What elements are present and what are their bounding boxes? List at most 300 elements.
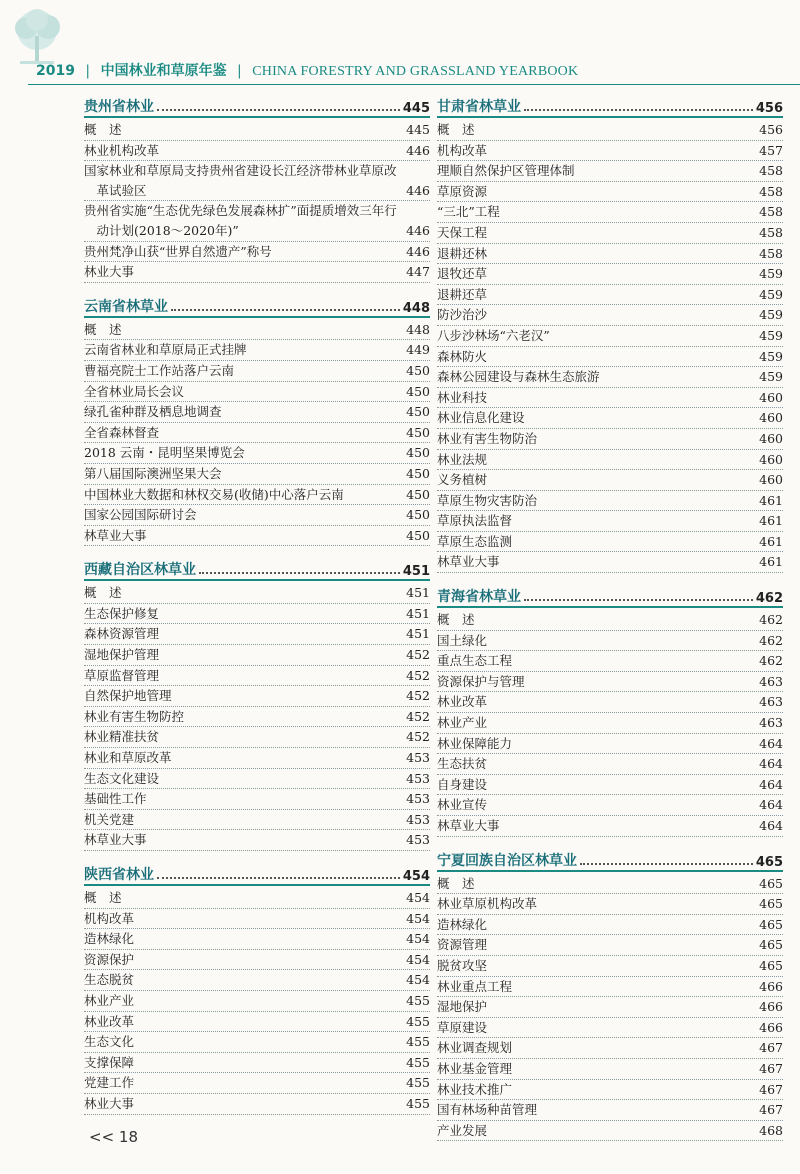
entry-title: 森林防火 [437,348,488,364]
toc-entry[interactable] [84,382,430,403]
entry-page-number: 459 [759,348,783,364]
entry-title: 林业有害生物防控 [84,708,185,724]
entry-page-number: 455 [406,992,430,1008]
toc-entry[interactable] [84,830,430,851]
entry-page-number: 463 [759,694,783,710]
header-rule [28,84,800,85]
entry-title: 林业法规 [437,451,488,467]
toc-entry[interactable] [84,686,430,707]
toc-entry[interactable] [437,1100,783,1121]
toc-entry[interactable] [84,423,430,444]
entry-title: 概 述 [84,890,122,905]
entry-page-number: 465 [759,896,783,912]
toc-entry[interactable] [437,120,783,141]
toc-section [84,294,430,547]
entry-page-number: 466 [759,1019,783,1035]
entry-title: 生态保护修复 [84,605,160,621]
toc-entry[interactable] [437,610,783,631]
entry-page-number: 447 [406,264,430,280]
entry-page-number: 459 [759,286,783,302]
entry-page-number: 452 [406,647,430,663]
toc-entry[interactable] [437,141,783,162]
entry-page-number: 467 [759,1060,783,1076]
entry-page-number: 467 [759,1102,783,1118]
entry-title: 党建工作 [84,1075,135,1091]
entry-title: 生态文化建设 [84,770,160,786]
entry-page-number: 465 [759,937,783,953]
toc-entry[interactable] [84,1053,430,1074]
toc-entry[interactable] [84,340,430,361]
toc-entry[interactable] [437,305,783,326]
entry-page-number: 455 [406,1075,430,1091]
toc-entry[interactable] [437,470,783,491]
section-page-number: 448 [402,300,430,316]
toc-entry[interactable] [437,997,783,1018]
entry-page-number: 452 [406,688,430,704]
toc-entry[interactable] [437,202,783,223]
header-separator: | [237,63,242,79]
entry-title: 林业重点工程 [437,978,513,994]
section-heading[interactable] [437,848,783,872]
toc-entry[interactable] [437,347,783,368]
section-page-number: 445 [402,101,430,116]
toc-entry[interactable] [84,769,430,790]
entry-page-number: 449 [406,342,430,358]
entry-title: 国土绿化 [437,632,488,648]
entry-page-number: 460 [759,430,783,446]
entry-page-number: 461 [759,554,783,570]
entry-title: 国有林场种苗管理 [437,1102,538,1118]
toc-entry[interactable] [437,651,783,672]
section-heading[interactable] [84,294,430,318]
entry-page-number: 458 [759,224,783,240]
entry-page-number: 453 [406,832,430,848]
toc-entry[interactable] [437,894,783,915]
entry-title: 林业产业 [437,715,488,731]
entry-title: 草原监督管理 [84,667,160,683]
entry-title: 林业和草原改革 [84,750,172,766]
toc-entry[interactable] [84,361,430,382]
entry-page-number: 451 [406,605,430,621]
entry-page-number: 464 [759,756,783,772]
entry-title: 湿地保护 [437,999,488,1015]
entry-title: 森林资源管理 [84,626,160,642]
toc-entry[interactable] [84,1073,430,1094]
entry-title: 基础性工作 [84,791,147,807]
entry-title: 国家林业和草原局支持贵州省建设长江经济带林业草原改革试验区 [84,163,397,198]
toc-entry[interactable] [437,1059,783,1080]
entry-title: 林业有害生物防治 [437,430,538,446]
entry-title: 草原生态监测 [437,533,513,549]
toc-entry[interactable] [84,810,430,831]
entry-page-number: 461 [759,533,783,549]
entry-title: 八步沙林场“六老汉” [437,327,550,343]
entry-page-number: 464 [759,818,783,833]
toc-entry[interactable] [437,734,783,755]
section-page-number: 465 [755,854,783,870]
toc-section [84,557,430,851]
entry-title: 造林绿化 [84,931,135,947]
toc-entry[interactable] [84,970,430,991]
entry-page-number: 455 [406,1095,430,1111]
entry-title: 林草业大事 [84,832,147,848]
toc-entry[interactable] [84,526,430,547]
toc-entry[interactable] [437,795,783,816]
entry-page-number: 465 [759,916,783,932]
entry-page-number: 464 [759,735,783,751]
entry-title: 云南省林业和草原局正式挂牌 [84,342,247,358]
toc-entry[interactable] [437,754,783,775]
entry-page-number: 462 [759,653,783,669]
toc-entry[interactable] [84,242,430,263]
entry-page-number: 452 [406,729,430,745]
entry-title: 林业保障能力 [437,735,513,751]
entry-page-number: 454 [406,972,430,988]
entry-title: 林草业大事 [84,527,147,543]
toc-entry[interactable] [84,583,430,604]
entry-page-number: 461 [759,492,783,508]
entry-page-number: 452 [406,667,430,683]
toc-entry[interactable] [437,816,783,837]
entry-page-number: 457 [759,142,783,158]
toc-entry[interactable] [437,1038,783,1059]
entry-title: 脱贫攻坚 [437,957,488,973]
toc-entry[interactable] [437,977,783,998]
entry-title: 机关党建 [84,811,135,827]
entry-title: 中国林业大数据和林权交易(收储)中心落户云南 [84,486,344,502]
entry-title: 资源保护 [84,951,135,967]
section-page-number: 456 [755,101,783,116]
toc-entry[interactable] [84,727,430,748]
toc-entry[interactable] [437,388,783,409]
entry-title: 绿孔雀种群及栖息地调查 [84,404,222,420]
toc-entry[interactable] [84,645,430,666]
entry-title: 林业科技 [437,389,488,405]
toc-entry[interactable] [84,1012,430,1033]
toc-entry[interactable] [84,624,430,645]
section-heading[interactable] [437,94,783,118]
toc-left-column [84,94,430,1126]
entry-page-number: 454 [406,910,430,926]
header-year: 2019 [36,63,75,79]
entry-title: 全省森林督查 [84,424,160,440]
section-title: 贵州省林业 [84,99,154,115]
toc-entry[interactable] [84,120,430,141]
entry-page-number: 463 [759,673,783,689]
entry-page-number: 458 [759,183,783,199]
entry-page-number: 446 [406,142,430,158]
entry-page-number: 460 [759,451,783,467]
toc-entry[interactable] [437,491,783,512]
entry-title: 退牧还草 [437,266,488,282]
entry-title: 曹福亮院士工作站落户云南 [84,362,235,378]
entry-page-number: 458 [759,163,783,179]
toc-entry[interactable] [84,485,430,506]
toc-entry[interactable] [437,511,783,532]
entry-title: 林业机构改革 [84,142,160,158]
entry-title: 概 述 [84,585,122,601]
entry-title: 防沙治沙 [437,307,488,323]
section-page-number: 462 [755,591,783,607]
entry-page-number: 455 [406,1054,430,1070]
entry-title: 资源管理 [437,937,488,953]
entry-page-number: 462 [759,632,783,648]
section-title: 陕西省林业 [84,867,154,883]
entry-title: 概 述 [437,612,475,628]
toc-entry[interactable] [84,161,430,201]
entry-title: 贵州梵净山获“世界自然遗产”称号 [84,243,272,259]
entry-title: 林业草原机构改革 [437,896,538,912]
entry-title: 支撑保障 [84,1054,135,1070]
toc-entry[interactable] [437,264,783,285]
toc-entry[interactable] [84,443,430,464]
entry-title: 林业技术推广 [437,1081,513,1097]
toc-entry[interactable] [437,161,783,182]
page-header [0,0,800,92]
entry-page-number: 450 [406,404,430,420]
section-title: 甘肃省林草业 [437,99,521,115]
entry-page-number: 467 [759,1081,783,1097]
entry-title: 草原资源 [437,183,488,199]
header-title-cn: 中国林业和草原年鉴 [100,63,227,79]
entry-title: 全省林业局长会议 [84,383,185,399]
entry-page-number: 450 [406,383,430,399]
section-heading[interactable] [84,862,430,886]
entry-page-number: 450 [406,486,430,502]
toc-entry[interactable] [437,429,783,450]
toc-section [437,848,783,1142]
entry-title: 重点生态工程 [437,653,513,669]
toc-entry[interactable] [84,201,430,241]
section-page-number: 451 [402,564,430,580]
toc-right-column [437,94,783,1152]
tree-logo-icon [6,6,68,68]
toc-entry[interactable] [437,1121,783,1142]
entry-title: 天保工程 [437,224,488,240]
section-title: 西藏自治区林草业 [84,562,196,579]
toc-entry[interactable] [437,285,783,306]
entry-page-number: 445 [406,122,430,137]
entry-page-number: 461 [759,513,783,529]
page-number: << 18 [89,1128,138,1146]
entry-page-number: 463 [759,715,783,731]
entry-title: 国家公园国际研讨会 [84,507,197,523]
entry-title: 生态文化 [84,1034,135,1050]
entry-title: 林业基金管理 [437,1060,513,1076]
toc-entry[interactable] [437,874,783,895]
toc-entry[interactable] [84,464,430,485]
entry-page-number: 464 [759,776,783,792]
section-title: 云南省林草业 [84,298,168,315]
entry-title: 自然保护地管理 [84,688,172,704]
entry-page-number: 454 [406,951,430,967]
toc-entry[interactable] [84,1094,430,1115]
entry-page-number: 455 [406,1034,430,1050]
toc-entry[interactable] [84,402,430,423]
toc-entry[interactable] [437,223,783,244]
entry-title: 林草业大事 [437,818,500,833]
toc-entry[interactable] [84,991,430,1012]
entry-title: 森林公园建设与森林生态旅游 [437,369,600,385]
entry-title: 林业精准扶贫 [84,729,160,745]
entry-page-number: 458 [759,245,783,261]
entry-page-number: 455 [406,1013,430,1029]
entry-title: 自身建设 [437,776,488,792]
toc-entry[interactable] [437,935,783,956]
entry-page-number: 458 [759,204,783,220]
leader-dots [157,109,400,111]
toc-entry[interactable] [437,915,783,936]
entry-page-number: 446 [406,243,430,259]
leader-dots [171,309,400,311]
entry-title: 林业改革 [437,694,488,710]
entry-page-number: 451 [406,626,430,642]
entry-page-number: 462 [759,612,783,628]
toc-entry[interactable] [437,672,783,693]
entry-page-number: 460 [759,410,783,426]
toc-entry[interactable] [84,888,430,909]
entry-title: 概 述 [437,875,475,891]
entry-page-number: 450 [406,424,430,440]
entry-title: 林业宣传 [437,797,488,813]
toc-entry[interactable] [437,450,783,471]
entry-page-number: 465 [759,957,783,973]
toc-entry[interactable] [84,707,430,728]
leader-dots [580,863,753,865]
entry-title: 贵州省实施“生态优先绿色发展森林扩”面提质增效三年行动计划(2018～2020年)” [84,203,397,238]
running-header [36,60,578,80]
header-title-en: CHINA FORESTRY AND GRASSLAND YEARBOOK [252,64,579,79]
entry-page-number: 464 [759,797,783,813]
toc-entry[interactable] [84,320,430,341]
entry-page-number: 451 [406,585,430,601]
entry-title: 林业大事 [84,1095,135,1111]
entry-title: 湿地保护管理 [84,647,160,663]
toc-entry[interactable] [437,1018,783,1039]
entry-page-number: 450 [406,507,430,523]
toc-entry[interactable] [84,505,430,526]
entry-title: 草原生物灾害防治 [437,492,538,508]
entry-title: 林业产业 [84,992,135,1008]
entry-page-number: 459 [759,266,783,282]
toc-entry[interactable] [437,244,783,265]
toc-entry[interactable] [437,956,783,977]
entry-page-number: 453 [406,750,430,766]
entry-page-number: 453 [406,811,430,827]
entry-title: 林业信息化建设 [437,410,525,426]
toc-entry[interactable] [437,326,783,347]
toc-section [84,94,430,283]
toc-entry[interactable] [84,262,430,283]
toc-entry[interactable] [437,408,783,429]
entry-page-number: 456 [759,122,783,137]
leader-dots [157,877,400,879]
header-separator: | [85,63,91,79]
toc-entry[interactable] [437,532,783,553]
entry-title: 资源保护与管理 [437,673,525,689]
leader-dots [199,572,400,574]
toc-entry[interactable] [437,713,783,734]
entry-page-number: 465 [759,875,783,891]
toc-entry[interactable] [84,929,430,950]
entry-page-number: 452 [406,708,430,724]
section-heading[interactable] [84,557,430,581]
toc-entry[interactable] [437,631,783,652]
entry-page-number: 460 [759,389,783,405]
toc-section [84,862,430,1115]
section-title: 宁夏回族自治区林草业 [437,852,577,869]
entry-page-number: 446 [406,182,430,198]
entry-title: 退耕还林 [437,245,488,261]
toc-entry[interactable] [437,692,783,713]
entry-page-number: 466 [759,999,783,1015]
entry-page-number: 453 [406,770,430,786]
section-heading[interactable] [437,584,783,608]
toc-entry[interactable] [84,909,430,930]
toc-section [437,94,783,573]
entry-page-number: 459 [759,307,783,323]
entry-title: 林业大事 [84,264,135,280]
toc-entry[interactable] [437,367,783,388]
toc-entry[interactable] [84,748,430,769]
toc-entry[interactable] [84,789,430,810]
entry-title: 造林绿化 [437,916,488,932]
toc-entry[interactable] [84,604,430,625]
entry-title: 草原执法监督 [437,513,513,529]
entry-page-number: 467 [759,1040,783,1056]
toc-entry[interactable] [437,182,783,203]
toc-entry[interactable] [437,552,783,573]
entry-title: 概 述 [84,122,122,137]
entry-title: 生态扶贫 [437,756,488,772]
entry-title: 理顺自然保护区管理体制 [437,163,575,179]
entry-title: 生态脱贫 [84,972,135,988]
section-heading[interactable] [84,94,430,118]
entry-page-number: 459 [759,369,783,385]
toc-entry[interactable] [437,1080,783,1101]
toc-entry[interactable] [437,775,783,796]
section-title: 青海省林草业 [437,589,521,606]
entry-page-number: 450 [406,527,430,543]
entry-title: 2018 云南・昆明坚果博览会 [84,445,245,461]
entry-page-number: 454 [406,931,430,947]
entry-title: 第八届国际澳洲坚果大会 [84,465,222,481]
entry-page-number: 450 [406,465,430,481]
entry-title: 产业发展 [437,1122,488,1138]
entry-page-number: 448 [406,321,430,337]
toc-entry[interactable] [84,1032,430,1053]
entry-page-number: 460 [759,472,783,488]
toc-entry[interactable] [84,666,430,687]
entry-title: 退耕还草 [437,286,488,302]
entry-page-number: 468 [759,1122,783,1138]
entry-title: 概 述 [84,321,122,337]
entry-page-number: 450 [406,445,430,461]
leader-dots [524,599,753,601]
toc-entry[interactable] [84,950,430,971]
entry-title: “三北”工程 [437,204,500,220]
entry-page-number: 466 [759,978,783,994]
entry-title: 机构改革 [437,142,488,158]
leader-dots [524,109,753,111]
entry-title: 林草业大事 [437,554,500,570]
entry-page-number: 454 [406,890,430,905]
toc-entry[interactable] [84,141,430,162]
entry-title: 机构改革 [84,910,135,926]
entry-title: 林业调查规划 [437,1040,513,1056]
section-page-number: 454 [402,869,430,884]
entry-page-number: 459 [759,327,783,343]
